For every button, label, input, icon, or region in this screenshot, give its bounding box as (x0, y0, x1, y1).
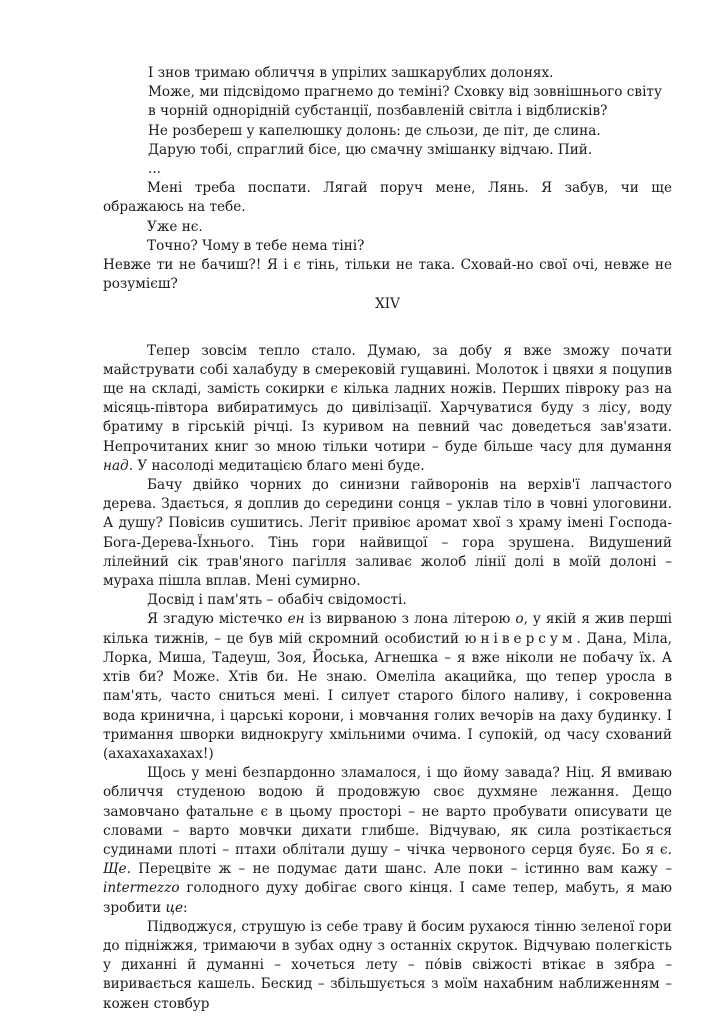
text-run: . У насолоді медитацією благо мені буде. (128, 457, 425, 474)
body-paragraph: Досвід і пам'ять – обабіч свідомості. (147, 592, 407, 609)
emphasis-text: ен (287, 611, 305, 628)
verse-line: в чорній однорідній субстанції, позбавленій світла і відблисків? (148, 103, 608, 120)
text-run: Щось у мені безпардонно зламалося, і що йому завада? Ніц. Я вмиваю обличчя студеною водою й продовжую своє духмяне лежання. Дещо замовчано фатальне є в цьому просторі – не варто пробувати описувати це словами – варто мовчки дихати глибше. Відчуваю, як сила розтікається судинами плоті – птахи облітали душу – чічка червоного серця буяє. Бо я є. (103, 765, 672, 858)
text-run: , у якій я жив перші кілька тижнів, – це був мій скромний особистий (103, 611, 672, 647)
verse-line: Дарую тобі, спраглий бісе, цю смачну змішанку відчаю. Пий. (148, 141, 593, 158)
body-paragraph (103, 610, 672, 764)
spaced-text: юніверсум (464, 630, 577, 647)
emphasis-text: о (515, 611, 524, 628)
dialogue-paragraph: Невже ти не бачиш?! Я і є тінь, тільки не така. Сховай-но свої очі, невже не розумієш? (103, 257, 672, 293)
dialogue-paragraph: Уже нє. (147, 218, 203, 235)
emphasis-text: це (165, 899, 183, 916)
body-paragraph (103, 342, 672, 476)
text-run: : (182, 899, 188, 916)
emphasis-text: над (103, 457, 129, 474)
text-run: Я згадую містечко (147, 611, 288, 628)
text-run: із вирваною з лона літерою (304, 611, 516, 628)
body-paragraph: Бачу двійко чорних до синизни гайворонів на верхів'ї лапчастого дерева. Здається, я доплив до середини сонця – уклав тіло в човні улоговини. А душу? Повісив сушитись. Легіт привіює аромат хвої з храму імені Господа-Бога-Дерева-Їхнього. Тінь гори найвищої – гора зрушена. Видушений лілейний сік трав'яного пагілля заливає жолоб лінії долі в моїй долоні – мураха пішла вплав. Мені сумирно. (103, 477, 672, 590)
body-paragraph: Підводжуся, струшую із себе траву й босим рухаюся тінню зеленої гори до підніжжя, тримаючи в зубах одну з останніх скруток. Відчуваю полегкість у диханні й думанні – хочеться лету – по́вів свіжості втікає в зябра – виривається кашель. Бескид – збільшується з моїм нахабним наближенням – кожен стовбур (103, 918, 672, 1012)
emphasis-text: Ще (103, 861, 127, 878)
chapter-heading: XIV (375, 296, 400, 313)
dialogue-paragraph: Точно? Чому в тебе нема тіні? (147, 237, 365, 254)
body-paragraph (103, 764, 672, 918)
verse-line: Може, ми підсвідомо прагнемо до теміні? Сховку від зовнішнього світу (148, 84, 662, 101)
verse-ellipsis: ... (148, 161, 161, 178)
emphasis-text: intermezzo (103, 880, 180, 897)
dialogue-paragraph: Мені треба поспати. Лягай поруч мене, Лянь. Я забув, чи ще ображаюсь на тебе. (103, 180, 672, 216)
text-run: голодного духу добігає свого кінця. І саме тепер, мабуть, я маю зробити (103, 880, 672, 916)
text-run: . Дана, Міла, Лорка, Миша, Тадеуш, Зоя, Йоська, Агнешка – я вже ніколи не побачу їх. А хтів би? Може. Хтів би. Не знаю. Омеліла акацийка, що тепер уросла в пам'ять, часто сниться мені. І силует старого білого наливу, і сокровенна вода кринична, і царські корони, і мовчання голих вечорів на даху будинку. І тримання шворки виднокругу хмільними очима. І супокій, од часу схований (ахахахахахах!) (103, 630, 673, 762)
text-run: . Перецвіте ж – не подумає дати шанс. Але поки – істинно вам кажу – (126, 861, 672, 878)
opening-verse (148, 64, 672, 179)
text-run: Тепер зовсім тепло стало. Думаю, за добу я вже зможу почати майструвати собі халабуду в смерековій гущавині. Молоток і цвяхи я поцупив ще на складі, замість сокирки є кілька ладних ножів. Перших півроку раз на місяць-півтора вибиратимусь до цивілізації. Харчуватися буду з лісу, воду братиму в гірській річці. Із куривом на певний час доведеться зав'язати. Непрочитаних книг зо мною тільки чотири – буде більше часу для думання (103, 342, 672, 455)
verse-line: Не розбереш у капелюшку долонь: де сльози, де піт, де слина. (148, 122, 601, 139)
verse-line: І знов тримаю обличчя в упрілих зашкарублих долонях. (148, 65, 554, 81)
